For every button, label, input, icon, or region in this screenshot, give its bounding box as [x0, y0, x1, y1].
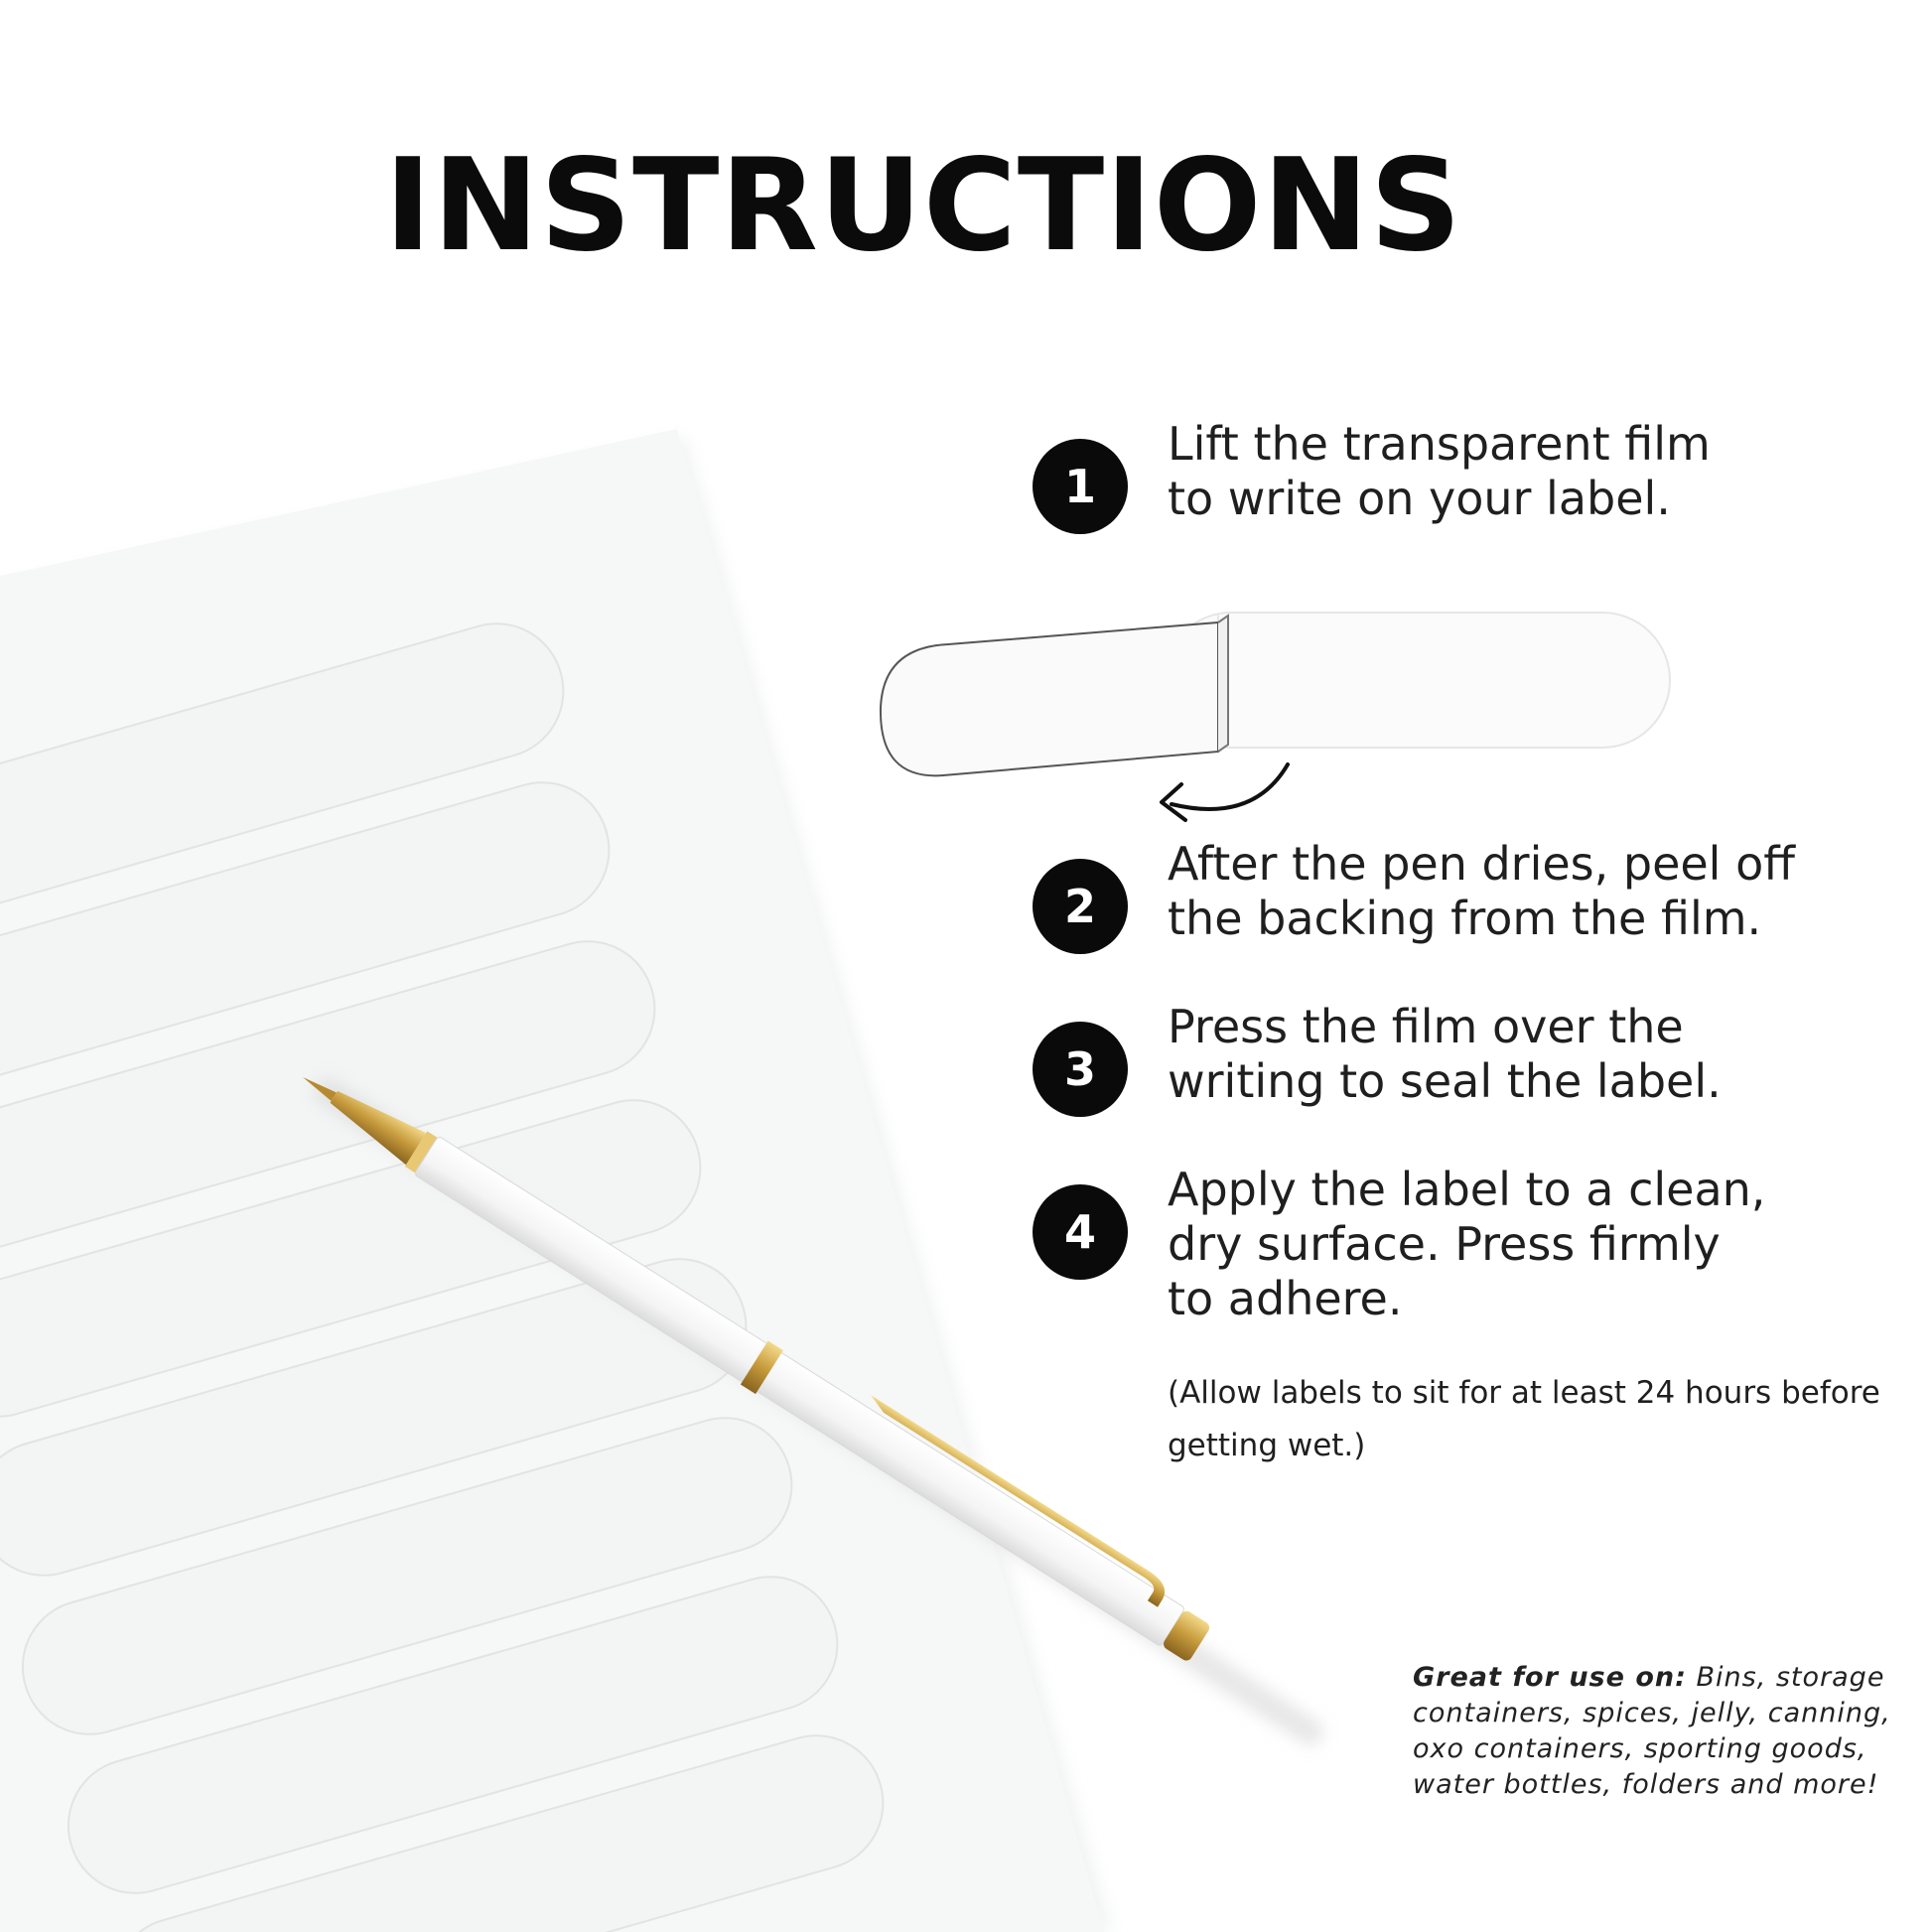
step-number-badge: 1 [1033, 439, 1128, 534]
step-text: After the pen dries, peel off the backing from the film. [1168, 837, 1795, 945]
uses-lead: Great for use on: [1413, 1662, 1687, 1693]
step-number-badge: 4 [1033, 1184, 1128, 1280]
uses-note [1413, 1660, 1909, 1803]
step-text: Lift the transparent film to write on your label. [1168, 417, 1711, 525]
step-text: Press the film over the writing to seal the label. [1168, 1000, 1722, 1108]
step-text: Apply the label to a clean, dry surface. Press firmly to adhere. [1168, 1163, 1766, 1325]
step-note: (Allow labels to sit for at least 24 hours before getting wet.) [1168, 1375, 1880, 1463]
step-number-badge: 2 [1033, 859, 1128, 954]
curved-arrow-icon [1162, 784, 1185, 820]
step-number-badge: 3 [1033, 1022, 1128, 1117]
uses-list: Bins, storage containers, spices, jelly, canning, oxo containers, sporting goods, water bottles, folders and more! [1413, 1662, 1891, 1800]
peel-label-illustration [881, 613, 1670, 820]
page-title: INSTRUCTIONS [384, 132, 1462, 280]
